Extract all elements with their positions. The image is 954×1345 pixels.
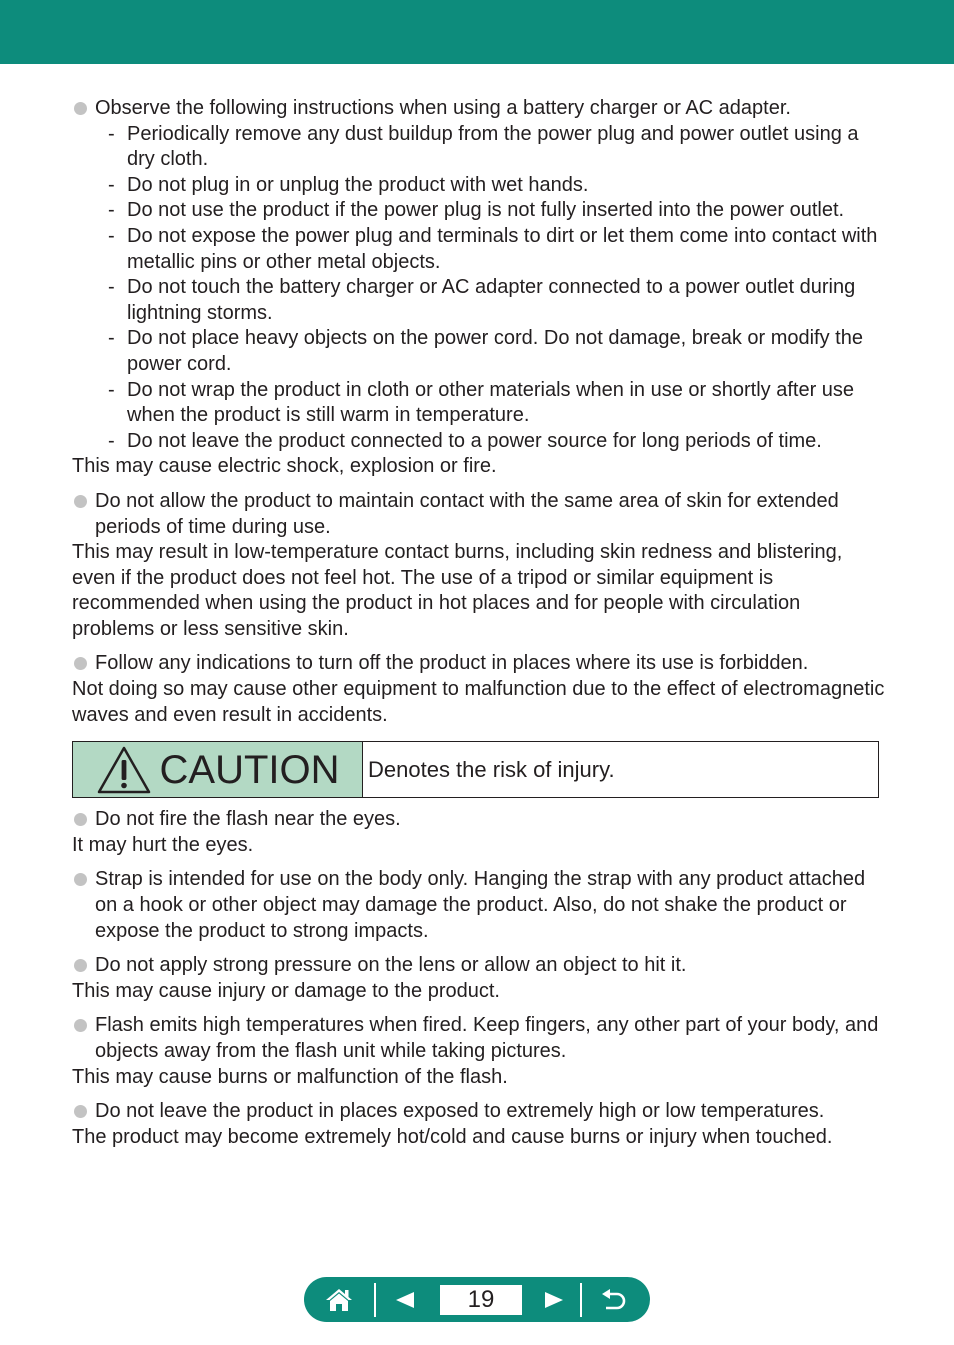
bullet-item <box>72 96 887 122</box>
note-text: Not doing so may cause other equipment to malfunction due to the effect of electromagnetic waves and even result in accidents. <box>72 678 885 726</box>
list-item: - Do not touch the battery charger or AC adapter connected to a power outlet during lightning storms. <box>108 276 856 324</box>
page-navigation <box>304 1277 650 1322</box>
header-bar <box>0 0 954 64</box>
list-item-text: Periodically remove any dust buildup from the power plug and power outlet using a dry cloth. <box>127 122 859 171</box>
next-page-button[interactable] <box>528 1277 580 1322</box>
page-number-field[interactable] <box>440 1285 522 1315</box>
list-item: - Do not plug in or unplug the product with wet hands. <box>108 173 589 196</box>
bullet-text: Flash emits high temperatures when fired. Keep fingers, any other part of your body, and objects away from the flash unit while taking pictures. <box>95 1014 879 1062</box>
list-item-text: Do not leave the product connected to a power source for long periods of time. <box>127 429 822 452</box>
list-item-text: Do not place heavy objects on the power cord. Do not damage, break or modify the power cord. <box>127 327 863 375</box>
bullet-text: Do not leave the product in places exposed to extremely high or low temperatures. <box>95 1100 825 1123</box>
list-item: - Do not wrap the product in cloth or other materials when in use or shortly after use when the product is still warm in temperature. <box>108 378 855 427</box>
list-item: - Do not expose the power plug and terminals to dirt or let them come into contact with metallic pins or other metal objects. <box>108 224 878 273</box>
list-item: - Do not leave the product connected to a power source for long periods of time. <box>108 429 822 452</box>
page-content <box>72 96 887 1150</box>
bullet-dot <box>74 873 87 886</box>
bullet-text: Strap is intended for use on the body only. Hanging the strap with any product attached on a hook or other object may damage the product. Also, do not shake the product or expose the product to strong impacts. <box>95 868 866 942</box>
note-text: It may hurt the eyes. <box>72 833 254 856</box>
list-item-text: Do not expose the power plug and terminals to dirt or let them come into contact with metallic pins or other metal objects. <box>127 224 878 273</box>
note-text: This may result in low-temperature contact burns, including skin redness and blistering, even if the product does not feel hot. The use of a tripod or similar equipment is recommended when using the product in hot places and for people with circulation problems or less sensitive skin. <box>72 541 843 640</box>
caution-description: Denotes the risk of injury. <box>368 756 615 782</box>
bullet-text: Do not apply strong pressure on the lens or allow an object to hit it. <box>95 954 687 977</box>
list-item-text: Do not touch the battery charger or AC adapter connected to a power outlet during lightning storms. <box>127 276 856 324</box>
note-text: This may cause burns or malfunction of the flash. <box>72 1065 508 1088</box>
list-item: - Do not use the product if the power plug is not fully inserted into the power outlet. <box>108 199 845 222</box>
bullet-item <box>72 807 887 833</box>
bullet-item <box>72 867 887 944</box>
caution-banner <box>72 741 879 798</box>
note-text: This may cause electric shock, explosion or fire. <box>72 455 497 478</box>
bullet-text: Observe the following instructions when using a battery charger or AC adapter. <box>95 97 791 119</box>
home-icon <box>325 1287 353 1313</box>
previous-page-button[interactable] <box>376 1277 434 1322</box>
caution-label: CAUTION <box>159 747 340 792</box>
bullet-dot <box>74 657 87 670</box>
caution-label-cell <box>73 742 363 797</box>
list-item-text: Do not wrap the product in cloth or other materials when in use or shortly after use when the product is still warm in temperature. <box>127 378 855 427</box>
bullet-dot <box>74 1105 87 1118</box>
list-item: - Do not place heavy objects on the power cord. Do not damage, break or modify the power cord. <box>108 327 863 375</box>
note-text: This may cause injury or damage to the product. <box>72 979 500 1002</box>
page-number: 19 <box>467 1285 495 1313</box>
warning-triangle-icon <box>96 745 152 795</box>
return-icon <box>601 1289 627 1311</box>
dash-list <box>72 122 887 455</box>
bullet-text: Do not allow the product to maintain contact with the same area of skin for extended periods of time during use. <box>95 489 839 538</box>
home-button[interactable] <box>304 1277 374 1322</box>
bullet-item <box>72 1013 887 1064</box>
previous-page-icon <box>395 1291 415 1309</box>
bullet-item <box>72 953 887 979</box>
note-text: The product may become extremely hot/cold and cause burns or injury when touched. <box>72 1125 833 1148</box>
bullet-item <box>72 489 887 540</box>
bullet-text: Follow any indications to turn off the product in places where its use is forbidden. <box>95 652 809 675</box>
bullet-dot <box>74 1019 87 1032</box>
bullet-dot <box>74 102 87 115</box>
return-button[interactable] <box>582 1277 646 1322</box>
bullet-item <box>72 651 887 677</box>
list-item-text: Do not plug in or unplug the product with wet hands. <box>127 173 589 196</box>
bullet-text: Do not fire the flash near the eyes. <box>95 808 401 831</box>
bullet-dot <box>74 959 87 972</box>
list-item-text: Do not use the product if the power plug is not fully inserted into the power outlet. <box>127 199 845 222</box>
bullet-item <box>72 1099 887 1125</box>
bullet-dot <box>74 495 87 508</box>
bullet-dot <box>74 813 87 826</box>
next-page-icon <box>544 1291 564 1309</box>
list-item: - Periodically remove any dust buildup from the power plug and power outlet using a dry cloth. <box>108 122 859 171</box>
